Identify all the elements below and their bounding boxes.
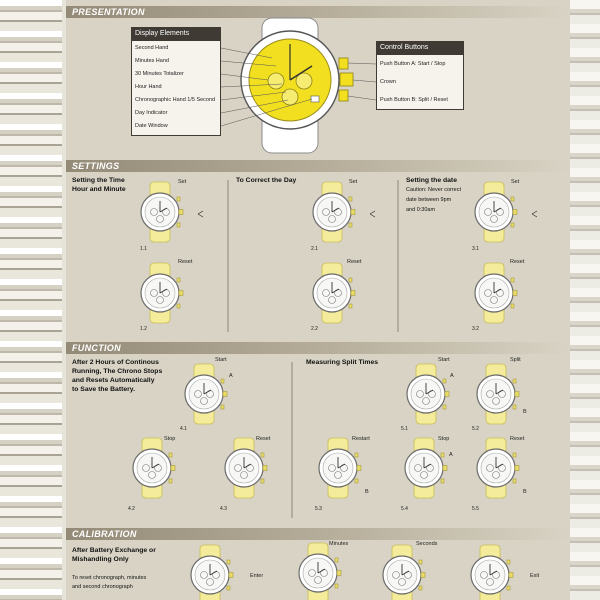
- control-item: Push Button B: Split / Reset: [380, 97, 448, 103]
- settings-heading-1a: Setting the Time: [72, 177, 125, 184]
- label-stop: Stop: [438, 436, 450, 442]
- watch-calib-1: [191, 545, 233, 600]
- control-item: Crown: [380, 79, 396, 85]
- label-start: Start: [215, 357, 227, 363]
- label-b: B: [365, 489, 369, 495]
- calibration-note-2: and second chronograph: [72, 584, 133, 590]
- label-seconds: Seconds: [416, 541, 438, 547]
- label-enter: Enter: [250, 573, 264, 579]
- step-number: 2.1: [311, 246, 318, 252]
- step-number: 4.2: [128, 506, 135, 512]
- label-a: A: [449, 452, 453, 458]
- label-restart: Restart: [352, 436, 370, 442]
- label-set: Set: [178, 179, 187, 185]
- label-exit: Exit: [530, 573, 540, 579]
- function-heading-2: Running, The Chrono Stops: [72, 368, 163, 375]
- display-item: Day Indicator: [135, 110, 168, 116]
- display-item: Hour Hand: [135, 84, 162, 90]
- settings-heading-2: To Correct the Day: [236, 177, 297, 184]
- step-number: 3.2: [472, 326, 479, 332]
- label-set: Set: [349, 179, 358, 185]
- step-number: 5.1: [401, 426, 408, 432]
- label-b: B: [523, 409, 527, 415]
- control-buttons-title: Control Buttons: [380, 44, 429, 51]
- settings-heading-3: Setting the date: [406, 177, 457, 184]
- display-item: Chronographic Hand 1/5 Second: [135, 97, 216, 103]
- watch-step-5-4: [405, 436, 450, 498]
- settings-caution-3: and 0:30am: [406, 207, 436, 213]
- step-number: 3.1: [472, 246, 479, 252]
- label-stop: Stop: [164, 436, 176, 442]
- step-number: 5.2: [472, 426, 479, 432]
- label-reset: Reset: [256, 436, 271, 442]
- label-start: Start: [438, 357, 450, 363]
- label-split: Split: [510, 357, 521, 363]
- control-item: Push Button A: Start / Stop: [380, 61, 446, 67]
- section-title-settings: SETTINGS: [72, 161, 120, 171]
- calibration-note-1: To reset chronograph, minutes: [72, 575, 147, 581]
- settings-caution-1: Caution: Never correct: [406, 187, 462, 193]
- function-heading-1: After 2 Hours of Continous: [72, 359, 159, 366]
- step-number: 5.5: [472, 506, 479, 512]
- watch-step-2-1: [313, 182, 355, 242]
- section-title-presentation: PRESENTATION: [72, 7, 145, 17]
- step-number: 1.2: [140, 326, 147, 332]
- function-heading-3: and Resets Automatically: [72, 377, 155, 384]
- watch-step-5-1: [407, 364, 449, 424]
- watch-step-1-2: [141, 263, 183, 323]
- display-item: Minutes Hand: [135, 58, 169, 64]
- display-item: Date Window: [135, 123, 168, 129]
- step-number: 1.1: [140, 246, 147, 252]
- watch-step-3-2: [475, 263, 517, 323]
- step-number: 5.4: [401, 506, 408, 512]
- label-a: A: [229, 373, 233, 379]
- display-elements-title: Display Elements: [135, 30, 190, 37]
- watch-calib-3: [383, 545, 425, 600]
- section-title-function: FUNCTION: [72, 343, 121, 353]
- step-number: 2.2: [311, 326, 318, 332]
- label-a: A: [450, 373, 454, 379]
- watch-calib-2: [299, 543, 341, 600]
- label-set: Set: [511, 179, 520, 185]
- watch-step-4-2: [133, 438, 175, 498]
- watch-step-5-3: [319, 438, 361, 498]
- calibration-heading-1: After Battery Exchange or: [72, 547, 156, 554]
- watch-step-3-1: [475, 182, 517, 242]
- watch-step-4-3: [225, 438, 267, 498]
- function-heading-4: to Save the Battery.: [72, 386, 135, 393]
- settings-heading-1b: Hour and Minute: [72, 186, 126, 193]
- settings-caution-2: date between 9pm: [406, 197, 452, 203]
- label-reset: Reset: [178, 259, 193, 265]
- watch-step-2-2: [313, 263, 355, 323]
- display-item: Second Hand: [135, 45, 169, 51]
- label-reset: Reset: [510, 436, 525, 442]
- label-b: B: [523, 489, 527, 495]
- step-number: 5.3: [315, 506, 322, 512]
- label-reset: Reset: [347, 259, 362, 265]
- section-title-calibration: CALIBRATION: [72, 529, 137, 539]
- step-number: 4.1: [180, 426, 187, 432]
- watch-step-5-2: [477, 364, 519, 424]
- label-minutes: Minutes: [329, 541, 349, 547]
- watch-step-4-1: [185, 364, 227, 424]
- watch-step-1-1: [141, 182, 183, 242]
- function-heading-split: Measuring Split Times: [306, 359, 379, 366]
- label-reset: Reset: [510, 259, 525, 265]
- main-watch-illustration: [241, 18, 353, 153]
- watch-calib-4: [471, 545, 513, 600]
- step-number: 4.3: [220, 506, 227, 512]
- calibration-heading-2: Mishandling Only: [72, 556, 129, 563]
- watch-step-5-5: [477, 438, 519, 498]
- display-item: 30 Minutes Totalizer: [135, 71, 184, 77]
